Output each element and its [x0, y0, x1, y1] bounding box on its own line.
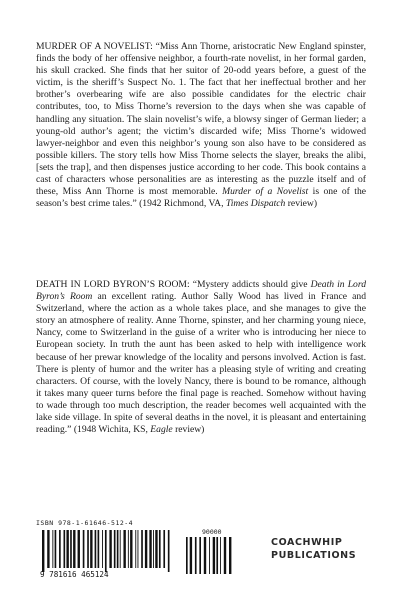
barcode-bar: [229, 537, 231, 574]
review-tail: review): [172, 424, 205, 436]
barcode-bar: [199, 537, 201, 574]
publisher-name-line2: PUBLICATIONS: [271, 550, 357, 561]
barcode-bar: [47, 530, 49, 568]
barcode-bar: [70, 530, 72, 568]
barcode-bar: [90, 530, 92, 568]
barcode-bar: [95, 530, 97, 568]
barcode-bar: [145, 530, 147, 568]
barcode-bar: [155, 530, 157, 568]
barcode-bar: [159, 530, 161, 568]
barcode-bar: [105, 530, 107, 572]
barcode-bar: [78, 530, 80, 568]
barcode-bar: [213, 537, 215, 574]
barcode-bar: [123, 530, 125, 568]
book-title: Murder of a Novelist: [222, 186, 309, 198]
barcode-bar: [220, 537, 221, 574]
barcode-bar: [141, 530, 143, 568]
barcode-bar: [153, 530, 154, 568]
barcode-bar: [114, 530, 116, 568]
barcode-bar: [190, 537, 192, 574]
barcode-bar: [52, 530, 53, 568]
review-source: Times Dispatch: [225, 198, 286, 210]
barcode-bar: [83, 530, 85, 568]
price-code: 90000: [202, 528, 222, 536]
paragraph-body: “Miss Ann Thorne, aristocratic New England spinster, finds the body of her offensive neighbor, a fourth-rate novelist, in her formal garden, his skull cracked. She finds that her suitor of 20-odd years before, a guest of the victim, is the sheriff’s Suspect No. 1. The fact that her ineffectual brother and her brother’s overbearing wife are also possible candidates for the electric chair contributes, too, to Miss Thorne’s reversion to the days when she was capable of handling any situation. The slain novelist’s wife, a blowsy singer of German lieder; a young-old author’s agent; the victim’s discarded wife; Miss Thorne’s widowed lawyer-neighbor and even this neighbor’s young son also have to be considered as possible killers. The story tells how Miss Thorne selects the slayer, breaks the alibi, [sets the trap], and then dispenses justice according to her code. This book contains a cast of characters whose personalities are as interesting as the puzzle itself and of these, Miss Ann Thorne is most memorable.: [36, 41, 366, 198]
barcode-bar: [163, 530, 165, 568]
barcode-bar: [120, 530, 121, 568]
review-source: Eagle: [150, 424, 173, 436]
publisher-logo: [271, 536, 381, 562]
barcode-bar: [204, 537, 206, 574]
paragraph-heading: MURDER OF A NOVELIST:: [36, 41, 153, 52]
barcode-bar: [102, 530, 103, 568]
price-addon-bars: [186, 537, 231, 574]
paragraph-heading: DEATH IN LORD BYRON’S ROOM:: [36, 279, 190, 290]
barcode-bar: [149, 530, 151, 568]
barcode-bar: [186, 537, 188, 574]
paragraph-body-continued: is one of the season’s best crime tales.” (1942 Richmond, VA,: [36, 186, 366, 210]
barcode-bar: [195, 537, 197, 574]
barcode-bar: [42, 530, 44, 572]
barcode-bar: [117, 530, 119, 568]
barcode-bar: [130, 530, 132, 568]
review-tail: review): [285, 198, 318, 210]
barcode-bar: [64, 530, 66, 568]
paragraph-body-continued: an excellent rating. Author Sally Wood has lived in France and Switzerland, where the action as a whole takes place, and she manages to give the story an atmosphere of reality. Anne Thorne, spinster, and her charming young niece, Nancy, come to Switzerland in the guise of a writer who is introducing her niece to European society. In truth the aunt has been asked to help with intelligence work because of her prewar knowledge of the locality and persons involved. Action is fast. There is plenty of humor and the writer has a pleasing style of writing and creating characters. Of course, with the lovely Nancy, there is bound to be romance, although it takes many queer turns before the final page is reached. Somehow without having to wade through too much description, the reader becomes well acquainted with the lake side village. In spite of several deaths in the novel, it is pleasant and entertaining reading.” (1948 Wichita, KS,: [36, 291, 366, 436]
barcode-bar: [224, 537, 226, 574]
barcode-bar: [138, 530, 139, 568]
barcode-bar: [168, 530, 170, 572]
review-paragraph-murder-of-a-novelist: [36, 41, 366, 210]
review-paragraph-death-in-lord-byrons-room: [36, 279, 366, 436]
paragraph-body: “Mystery addicts should give: [189, 279, 311, 290]
barcode-bar: [128, 530, 129, 568]
barcode-bar: [216, 537, 218, 574]
barcode-bar: [66, 530, 68, 568]
barcode-bar: [135, 530, 136, 568]
book-title: Death in Lord Byron’s Room: [36, 279, 367, 303]
barcode-digits: 9 781616 465124: [40, 570, 109, 578]
barcode-bar: [87, 530, 89, 568]
barcode-bar: [98, 530, 100, 568]
isbn-text: ISBN 978-1-61646-512-4: [36, 519, 134, 527]
barcode-bar: [73, 530, 75, 568]
publisher-name-line1: COACHWHIP: [271, 537, 343, 548]
barcode-bar: [209, 537, 210, 574]
barcode-bar: [109, 530, 111, 568]
barcode-bar: [55, 530, 57, 568]
ean13-bars: [42, 530, 170, 572]
barcode-bar: [59, 530, 61, 568]
